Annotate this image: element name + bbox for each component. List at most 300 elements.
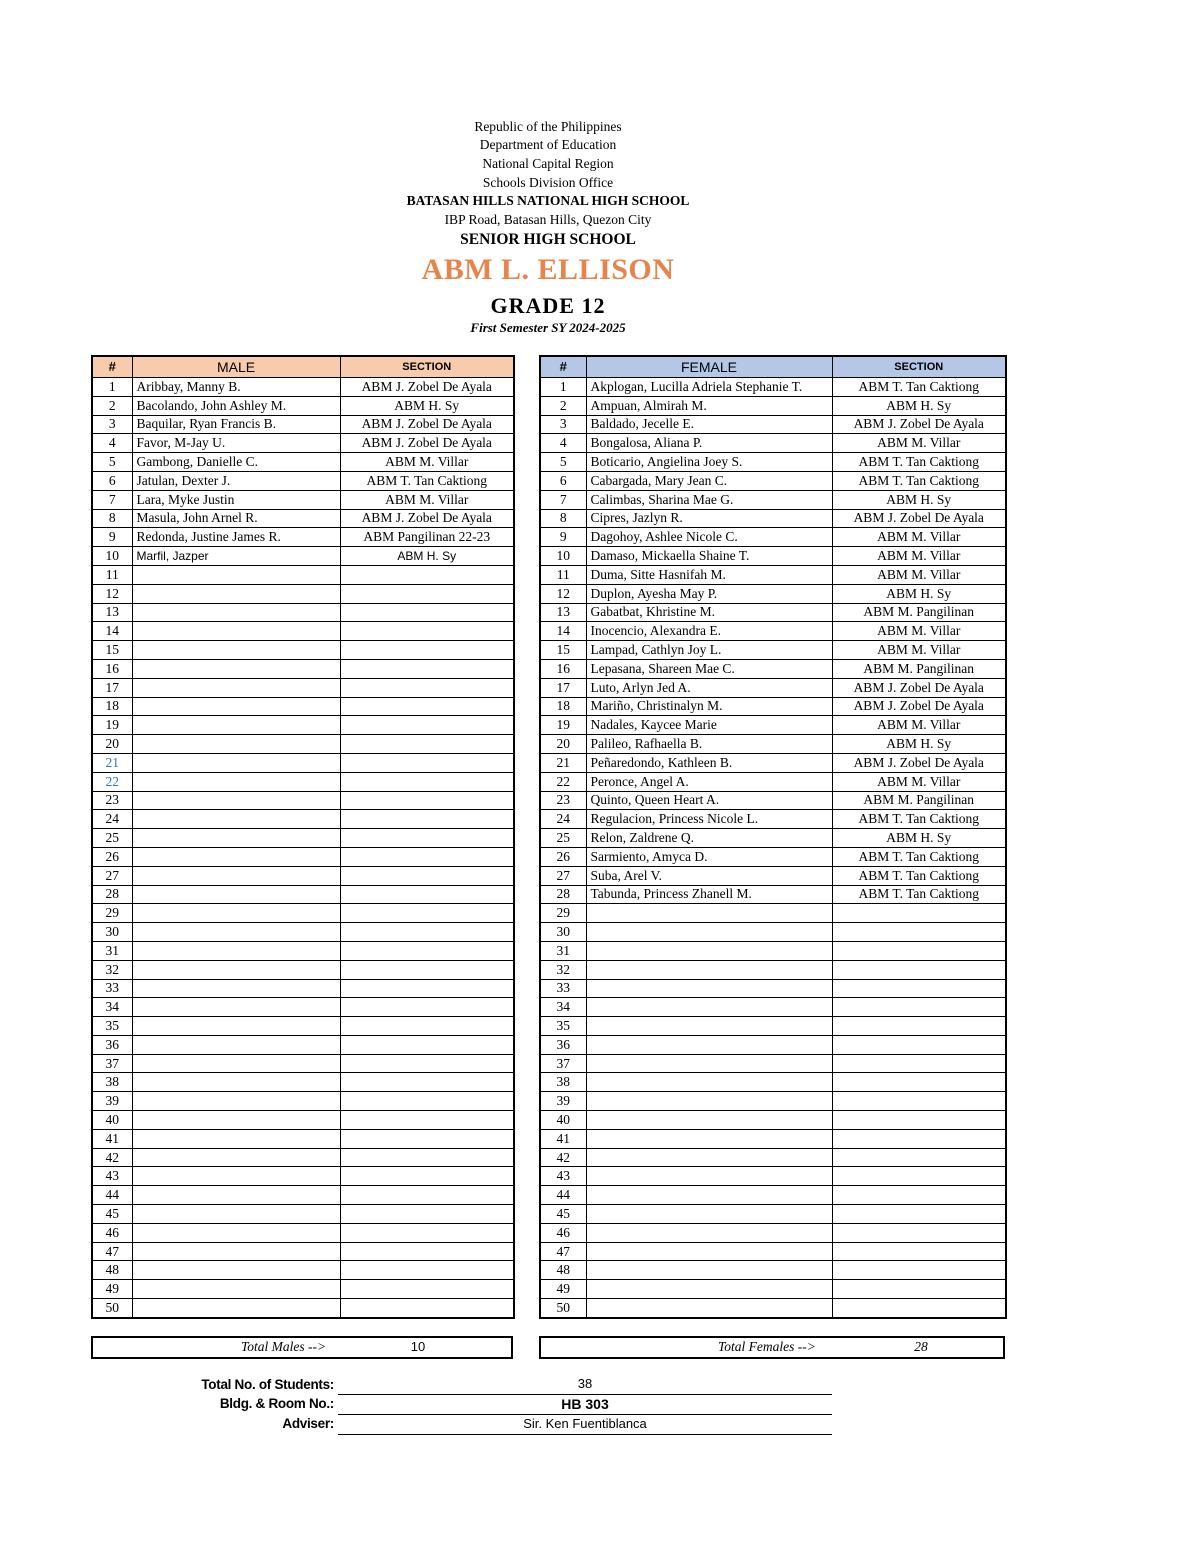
female-row — [540, 1167, 1006, 1186]
school-name: BATASAN HILLS NATIONAL HIGH SCHOOL — [406, 193, 690, 208]
row-number: 10 — [540, 547, 586, 566]
female-row — [540, 1054, 1006, 1073]
student-name: Bongalosa, Aliana P. — [586, 434, 832, 453]
male-row — [92, 866, 514, 885]
female-row — [540, 941, 1006, 960]
student-name: Lara, Myke Justin — [132, 490, 340, 509]
student-name — [132, 1073, 340, 1092]
row-number: 19 — [540, 716, 586, 735]
female-row — [540, 453, 1006, 472]
female-row — [540, 1092, 1006, 1111]
student-name: Tabunda, Princess Zhanell M. — [586, 885, 832, 904]
female-row — [540, 1299, 1006, 1318]
student-section — [832, 1148, 1006, 1167]
row-number: 9 — [540, 528, 586, 547]
row-number: 41 — [540, 1129, 586, 1148]
student-name — [132, 716, 340, 735]
female-row — [540, 434, 1006, 453]
female-row — [540, 716, 1006, 735]
female-row — [540, 1242, 1006, 1261]
semester-title: First Semester SY 2024-2025 — [470, 320, 626, 335]
male-header-row — [92, 356, 514, 378]
student-section — [340, 1148, 514, 1167]
row-number: 25 — [92, 829, 132, 848]
student-section: ABM T. Tan Caktiong — [832, 471, 1006, 490]
row-number: 50 — [540, 1299, 586, 1318]
male-total-value: 10 — [410, 1339, 426, 1354]
row-number: 8 — [92, 509, 132, 528]
school-level: SENIOR HIGH SCHOOL — [460, 231, 636, 248]
row-number: 27 — [540, 866, 586, 885]
student-section — [340, 1261, 514, 1280]
male-row — [92, 659, 514, 678]
row-number: 43 — [92, 1167, 132, 1186]
student-name: Quinto, Queen Heart A. — [586, 791, 832, 810]
female-row — [540, 565, 1006, 584]
female-row — [540, 829, 1006, 848]
female-total-box — [539, 1336, 1005, 1359]
male-row — [92, 1111, 514, 1130]
row-number: 21 — [92, 753, 132, 772]
row-number: 11 — [92, 565, 132, 584]
row-number: 16 — [92, 659, 132, 678]
student-section — [832, 1223, 1006, 1242]
student-name — [132, 772, 340, 791]
female-row — [540, 471, 1006, 490]
female-row — [540, 678, 1006, 697]
row-number: 50 — [92, 1299, 132, 1318]
student-name — [132, 1035, 340, 1054]
student-name: Akplogan, Lucilla Adriela Stephanie T. — [586, 378, 832, 397]
student-name — [132, 565, 340, 584]
student-section — [832, 1205, 1006, 1224]
male-row — [92, 1017, 514, 1036]
female-row — [540, 490, 1006, 509]
female-row — [540, 998, 1006, 1017]
adviser-label: Adviser: — [282, 1416, 334, 1431]
female-row — [540, 1186, 1006, 1205]
female-row — [540, 904, 1006, 923]
male-row — [92, 791, 514, 810]
male-row — [92, 941, 514, 960]
student-section — [340, 866, 514, 885]
student-section — [340, 716, 514, 735]
header-region: National Capital Region — [482, 156, 614, 171]
row-number: 28 — [540, 885, 586, 904]
male-row — [92, 1035, 514, 1054]
room-value: HB 303 — [338, 1396, 832, 1415]
row-number: 23 — [540, 791, 586, 810]
student-name — [586, 1129, 832, 1148]
row-number: 49 — [92, 1280, 132, 1299]
female-row — [540, 1035, 1006, 1054]
student-section: ABM H. Sy — [832, 584, 1006, 603]
row-number: 36 — [92, 1035, 132, 1054]
student-name — [132, 791, 340, 810]
student-section — [340, 1111, 514, 1130]
row-number: 31 — [92, 941, 132, 960]
female-header-row — [540, 356, 1006, 378]
row-number: 18 — [540, 697, 586, 716]
student-name — [586, 998, 832, 1017]
row-number: 47 — [540, 1242, 586, 1261]
student-section — [340, 960, 514, 979]
row-number: 1 — [92, 378, 132, 397]
student-section: ABM M. Villar — [340, 490, 514, 509]
row-number: 24 — [92, 810, 132, 829]
header-department: Department of Education — [479, 137, 617, 152]
student-name — [132, 847, 340, 866]
student-section: ABM J. Zobel De Ayala — [340, 378, 514, 397]
female-row — [540, 735, 1006, 754]
female-row — [540, 584, 1006, 603]
student-section — [340, 622, 514, 641]
male-row — [92, 528, 514, 547]
student-section — [340, 584, 514, 603]
row-number: 23 — [92, 791, 132, 810]
row-number: 32 — [540, 960, 586, 979]
student-section: ABM M. Villar — [832, 716, 1006, 735]
total-students-label: Total No. of Students: — [201, 1377, 334, 1392]
row-number: 20 — [92, 735, 132, 754]
student-section — [832, 941, 1006, 960]
header-republic: Republic of the Philippines — [474, 119, 622, 134]
student-section: ABM T. Tan Caktiong — [832, 866, 1006, 885]
female-row — [540, 753, 1006, 772]
student-name: Lampad, Cathlyn Joy L. — [586, 641, 832, 660]
student-name: Masula, John Arnel R. — [132, 509, 340, 528]
student-section: ABM J. Zobel De Ayala — [340, 415, 514, 434]
student-name — [586, 1223, 832, 1242]
student-section: ABM J. Zobel De Ayala — [832, 753, 1006, 772]
student-name — [586, 941, 832, 960]
student-section: ABM T. Tan Caktiong — [340, 471, 514, 490]
female-row — [540, 960, 1006, 979]
student-section: ABM M. Villar — [832, 641, 1006, 660]
male-row — [92, 565, 514, 584]
student-name: Mariño, Christinalyn M. — [586, 697, 832, 716]
row-number: 8 — [540, 509, 586, 528]
student-section — [832, 1299, 1006, 1318]
row-number: 33 — [92, 979, 132, 998]
room-label: Bldg. & Room No.: — [219, 1396, 334, 1411]
student-section — [832, 960, 1006, 979]
male-row — [92, 1261, 514, 1280]
row-number: 49 — [540, 1280, 586, 1299]
row-number: 22 — [540, 772, 586, 791]
row-number: 44 — [92, 1186, 132, 1205]
student-section — [832, 979, 1006, 998]
student-name — [132, 1186, 340, 1205]
student-section — [340, 998, 514, 1017]
student-section: ABM M. Villar — [340, 453, 514, 472]
female-row — [540, 1017, 1006, 1036]
student-section: ABM J. Zobel De Ayala — [340, 434, 514, 453]
male-row — [92, 1242, 514, 1261]
male-row — [92, 1167, 514, 1186]
male-row — [92, 471, 514, 490]
student-section: ABM H. Sy — [340, 396, 514, 415]
row-number: 24 — [540, 810, 586, 829]
student-name: Sarmiento, Amyca D. — [586, 847, 832, 866]
female-section-header: SECTION — [832, 356, 1006, 378]
student-name — [132, 1167, 340, 1186]
student-name: Gabatbat, Khristine M. — [586, 603, 832, 622]
student-name — [586, 979, 832, 998]
female-title-header: FEMALE — [586, 356, 832, 378]
student-section — [832, 1242, 1006, 1261]
student-section — [340, 1223, 514, 1242]
student-section: ABM H. Sy — [832, 829, 1006, 848]
male-row — [92, 923, 514, 942]
male-row — [92, 979, 514, 998]
student-name — [132, 885, 340, 904]
female-row — [540, 378, 1006, 397]
student-section — [340, 735, 514, 754]
student-name: Favor, M-Jay U. — [132, 434, 340, 453]
female-row — [540, 603, 1006, 622]
student-section — [340, 810, 514, 829]
student-section — [832, 1017, 1006, 1036]
student-name: Boticario, Angielina Joey S. — [586, 453, 832, 472]
row-number: 42 — [540, 1148, 586, 1167]
row-number: 6 — [92, 471, 132, 490]
female-row — [540, 772, 1006, 791]
student-section — [832, 1035, 1006, 1054]
female-row — [540, 1223, 1006, 1242]
student-name — [132, 1092, 340, 1111]
row-number: 1 — [540, 378, 586, 397]
student-name: Marfil, Jazper — [132, 547, 340, 566]
student-name — [132, 753, 340, 772]
student-name: Relon, Zaldrene Q. — [586, 829, 832, 848]
female-row — [540, 1129, 1006, 1148]
female-row — [540, 547, 1006, 566]
row-number: 35 — [540, 1017, 586, 1036]
male-row — [92, 584, 514, 603]
male-row — [92, 753, 514, 772]
row-number: 22 — [92, 772, 132, 791]
student-name — [132, 1299, 340, 1318]
row-number: 45 — [92, 1205, 132, 1224]
male-row — [92, 1054, 514, 1073]
student-name — [132, 979, 340, 998]
male-row — [92, 716, 514, 735]
student-name: Nadales, Kaycee Marie — [586, 716, 832, 735]
male-row — [92, 1092, 514, 1111]
row-number: 40 — [92, 1111, 132, 1130]
student-section: ABM T. Tan Caktiong — [832, 810, 1006, 829]
female-number-header: # — [540, 356, 586, 378]
student-section: ABM T. Tan Caktiong — [832, 378, 1006, 397]
row-number: 32 — [92, 960, 132, 979]
student-section — [340, 1129, 514, 1148]
student-section — [340, 603, 514, 622]
row-number: 13 — [92, 603, 132, 622]
row-number: 9 — [92, 528, 132, 547]
student-name — [586, 1205, 832, 1224]
student-name: Baldado, Jecelle E. — [586, 415, 832, 434]
student-section: ABM M. Villar — [832, 622, 1006, 641]
male-row — [92, 1205, 514, 1224]
female-row — [540, 866, 1006, 885]
row-number: 42 — [92, 1148, 132, 1167]
student-section — [340, 753, 514, 772]
row-number: 2 — [92, 396, 132, 415]
row-number: 38 — [92, 1073, 132, 1092]
row-number: 38 — [540, 1073, 586, 1092]
row-number: 2 — [540, 396, 586, 415]
row-number: 14 — [92, 622, 132, 641]
student-section: ABM J. Zobel De Ayala — [832, 415, 1006, 434]
female-row — [540, 1205, 1006, 1224]
row-number: 34 — [92, 998, 132, 1017]
row-number: 36 — [540, 1035, 586, 1054]
male-row — [92, 829, 514, 848]
male-row — [92, 885, 514, 904]
female-row — [540, 979, 1006, 998]
male-row — [92, 641, 514, 660]
student-section — [340, 941, 514, 960]
male-section-header: SECTION — [340, 356, 514, 378]
male-row — [92, 1073, 514, 1092]
male-row — [92, 772, 514, 791]
student-section — [832, 1111, 1006, 1130]
female-row — [540, 622, 1006, 641]
student-name — [586, 1111, 832, 1130]
student-name — [132, 810, 340, 829]
student-name — [132, 1111, 340, 1130]
student-name: Luto, Arlyn Jed A. — [586, 678, 832, 697]
male-row — [92, 1148, 514, 1167]
student-section — [832, 1261, 1006, 1280]
male-row — [92, 960, 514, 979]
male-row — [92, 622, 514, 641]
row-number: 46 — [92, 1223, 132, 1242]
student-section: ABM M. Villar — [832, 434, 1006, 453]
row-number: 12 — [92, 584, 132, 603]
student-name — [132, 622, 340, 641]
student-section: ABM M. Villar — [832, 772, 1006, 791]
student-section — [340, 1073, 514, 1092]
student-section — [340, 1054, 514, 1073]
student-name — [132, 829, 340, 848]
row-number: 44 — [540, 1186, 586, 1205]
row-number: 45 — [540, 1205, 586, 1224]
student-name — [132, 1242, 340, 1261]
male-row — [92, 1129, 514, 1148]
row-number: 31 — [540, 941, 586, 960]
male-row — [92, 1223, 514, 1242]
male-row — [92, 509, 514, 528]
student-name: Duplon, Ayesha May P. — [586, 584, 832, 603]
student-section — [340, 1167, 514, 1186]
student-section: ABM M. Pangilinan — [832, 791, 1006, 810]
student-section — [340, 1017, 514, 1036]
student-section: ABM T. Tan Caktiong — [832, 847, 1006, 866]
female-row — [540, 1073, 1006, 1092]
student-name — [132, 1205, 340, 1224]
male-row — [92, 904, 514, 923]
student-section: ABM M. Villar — [832, 547, 1006, 566]
student-name — [132, 678, 340, 697]
adviser-value: Sir. Ken Fuentiblanca — [338, 1416, 832, 1435]
row-number: 18 — [92, 697, 132, 716]
student-section: ABM H. Sy — [832, 735, 1006, 754]
row-number: 15 — [540, 641, 586, 660]
student-name — [132, 735, 340, 754]
student-name — [586, 1148, 832, 1167]
row-number: 37 — [92, 1054, 132, 1073]
student-section: ABM T. Tan Caktiong — [832, 453, 1006, 472]
student-name — [586, 1092, 832, 1111]
student-section — [832, 1167, 1006, 1186]
female-total-value: 28 — [914, 1339, 928, 1354]
student-section — [340, 829, 514, 848]
row-number: 14 — [540, 622, 586, 641]
row-number: 43 — [540, 1167, 586, 1186]
male-row — [92, 678, 514, 697]
row-number: 29 — [540, 904, 586, 923]
student-name: Lepasana, Shareen Mae C. — [586, 659, 832, 678]
female-row — [540, 923, 1006, 942]
row-number: 7 — [92, 490, 132, 509]
student-name — [132, 659, 340, 678]
school-address: IBP Road, Batasan Hills, Quezon City — [444, 212, 652, 227]
row-number: 41 — [92, 1129, 132, 1148]
student-section: ABM J. Zobel De Ayala — [832, 678, 1006, 697]
student-section — [832, 1073, 1006, 1092]
row-number: 46 — [540, 1223, 586, 1242]
student-name: Damaso, Mickaella Shaine T. — [586, 547, 832, 566]
student-section — [832, 998, 1006, 1017]
student-name — [586, 1186, 832, 1205]
female-row — [540, 847, 1006, 866]
female-row — [540, 509, 1006, 528]
student-section: ABM M. Villar — [832, 528, 1006, 547]
row-number: 3 — [92, 415, 132, 434]
row-number: 17 — [92, 678, 132, 697]
student-name: Inocencio, Alexandra E. — [586, 622, 832, 641]
student-section — [340, 1092, 514, 1111]
student-name: Suba, Arel V. — [586, 866, 832, 885]
student-name — [132, 1054, 340, 1073]
male-row — [92, 603, 514, 622]
male-row — [92, 434, 514, 453]
student-name — [586, 1054, 832, 1073]
student-name — [132, 941, 340, 960]
female-row — [540, 697, 1006, 716]
student-name — [132, 904, 340, 923]
row-number: 4 — [540, 434, 586, 453]
row-number: 10 — [92, 547, 132, 566]
student-name: Palileo, Rafhaella B. — [586, 735, 832, 754]
student-section — [340, 1280, 514, 1299]
student-section — [340, 923, 514, 942]
student-name: Peñaredondo, Kathleen B. — [586, 753, 832, 772]
row-number: 15 — [92, 641, 132, 660]
male-title-header: MALE — [132, 356, 340, 378]
row-number: 47 — [92, 1242, 132, 1261]
student-section — [832, 1054, 1006, 1073]
row-number: 4 — [92, 434, 132, 453]
female-row — [540, 396, 1006, 415]
student-section: ABM M. Pangilinan — [832, 659, 1006, 678]
student-section: ABM Pangilinan 22-23 — [340, 528, 514, 547]
row-number: 11 — [540, 565, 586, 584]
female-total-label: Total Females --> — [718, 1339, 816, 1354]
row-number: 25 — [540, 829, 586, 848]
